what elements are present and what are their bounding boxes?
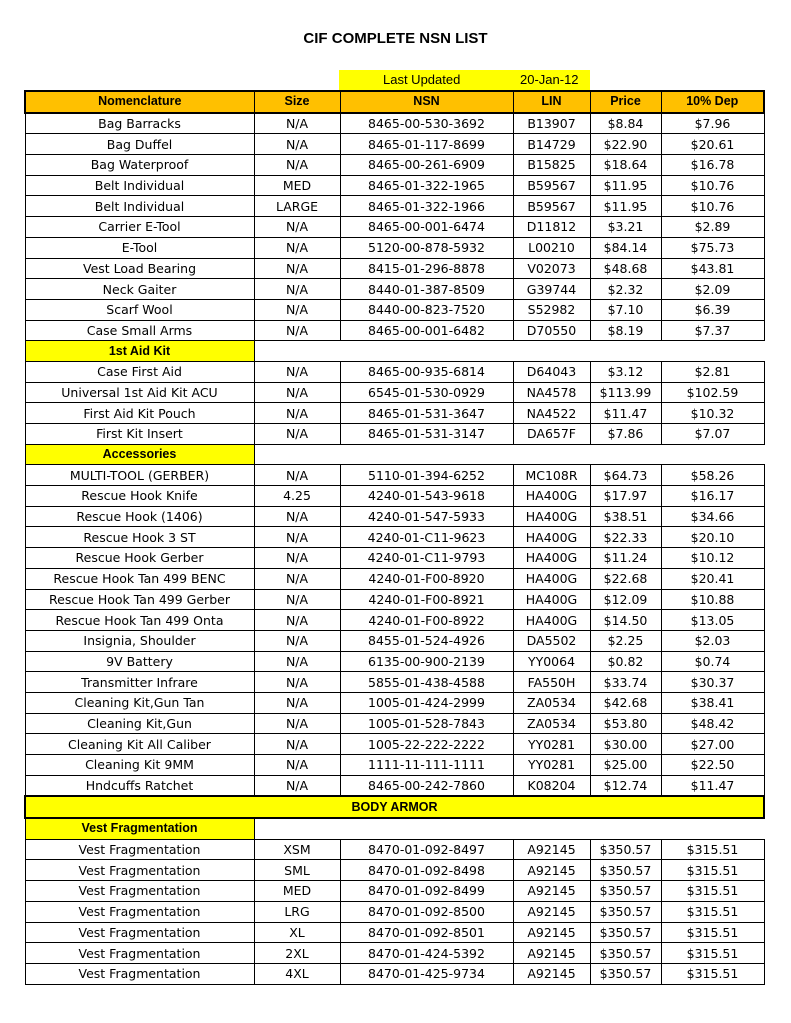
cell-nsn: 8465-00-530-3692	[340, 113, 513, 134]
table-row	[25, 755, 764, 776]
table-row	[25, 963, 764, 984]
cell-price: $7.86	[590, 424, 661, 445]
table-row	[25, 134, 764, 155]
cell-lin: HA400G	[513, 527, 590, 548]
cell-nsn: 5120-00-878-5932	[340, 237, 513, 258]
cell-nomenclature: Cleaning Kit 9MM	[25, 755, 254, 776]
cell-nomenclature: Vest Fragmentation	[25, 922, 254, 943]
cell-lin: A92145	[513, 943, 590, 964]
cell-depreciated-price: $0.74	[661, 651, 764, 672]
cell-nomenclature: Vest Fragmentation	[25, 881, 254, 902]
cell-size: N/A	[254, 755, 340, 776]
cell-depreciated-price: $27.00	[661, 734, 764, 755]
table-row	[25, 943, 764, 964]
cell-nomenclature: 9V Battery	[25, 651, 254, 672]
cell-price: $350.57	[590, 881, 661, 902]
cell-nsn: 4240-01-F00-8922	[340, 610, 513, 631]
nsn-table	[24, 90, 765, 985]
cell-price: $8.84	[590, 113, 661, 134]
column-header-lin: LIN	[513, 91, 590, 113]
cell-size: N/A	[254, 237, 340, 258]
cell-depreciated-price: $6.39	[661, 299, 764, 320]
cell-depreciated-price: $315.51	[661, 963, 764, 984]
cell-price: $3.12	[590, 361, 661, 382]
cell-lin: HA400G	[513, 589, 590, 610]
cell-nsn: 8465-01-117-8699	[340, 134, 513, 155]
table-row	[25, 196, 764, 217]
cell-price: $12.74	[590, 775, 661, 796]
cell-price: $350.57	[590, 943, 661, 964]
cell-size: N/A	[254, 651, 340, 672]
cell-depreciated-price: $315.51	[661, 943, 764, 964]
cell-depreciated-price: $20.61	[661, 134, 764, 155]
cell-lin: HA400G	[513, 568, 590, 589]
cell-nsn: 8465-00-001-6482	[340, 320, 513, 341]
cell-size: N/A	[254, 279, 340, 300]
cell-price: $7.10	[590, 299, 661, 320]
table-row	[25, 672, 764, 693]
cell-nomenclature: MULTI-TOOL (GERBER)	[25, 465, 254, 486]
cell-nomenclature: E-Tool	[25, 237, 254, 258]
cell-nomenclature: Carrier E-Tool	[25, 217, 254, 238]
cell-nomenclature: Transmitter Infrare	[25, 672, 254, 693]
cell-size: N/A	[254, 424, 340, 445]
table-row	[25, 651, 764, 672]
cell-size: N/A	[254, 734, 340, 755]
cell-lin: A92145	[513, 901, 590, 922]
table-row	[25, 506, 764, 527]
cell-nsn: 8465-01-322-1966	[340, 196, 513, 217]
cell-depreciated-price: $7.96	[661, 113, 764, 134]
cell-depreciated-price: $315.51	[661, 922, 764, 943]
cell-nomenclature: Vest Load Bearing	[25, 258, 254, 279]
cell-nomenclature: Vest Fragmentation	[25, 943, 254, 964]
cell-depreciated-price: $20.41	[661, 568, 764, 589]
cell-size: N/A	[254, 465, 340, 486]
last-updated-date: 20-Jan-12	[520, 72, 579, 87]
cell-price: $350.57	[590, 860, 661, 881]
cell-price: $53.80	[590, 713, 661, 734]
cell-depreciated-price: $315.51	[661, 839, 764, 860]
cell-nomenclature: Rescue Hook (1406)	[25, 506, 254, 527]
cell-price: $12.09	[590, 589, 661, 610]
cell-nsn: 8470-01-092-8497	[340, 839, 513, 860]
cell-size: N/A	[254, 361, 340, 382]
cell-price: $0.82	[590, 651, 661, 672]
cell-size: LARGE	[254, 196, 340, 217]
cell-price: $14.50	[590, 610, 661, 631]
cell-nomenclature: Case Small Arms	[25, 320, 254, 341]
cell-nomenclature: Bag Barracks	[25, 113, 254, 134]
cell-depreciated-price: $10.88	[661, 589, 764, 610]
table-row	[25, 775, 764, 796]
cell-nomenclature: Belt Individual	[25, 196, 254, 217]
cell-nsn: 5855-01-438-4588	[340, 672, 513, 693]
cell-price: $22.68	[590, 568, 661, 589]
cell-size: N/A	[254, 506, 340, 527]
cell-lin: K08204	[513, 775, 590, 796]
cell-depreciated-price: $102.59	[661, 382, 764, 403]
cell-lin: L00210	[513, 237, 590, 258]
column-header-size: Size	[254, 91, 340, 113]
cell-size: N/A	[254, 217, 340, 238]
cell-lin: A92145	[513, 922, 590, 943]
cell-nomenclature: Insignia, Shoulder	[25, 630, 254, 651]
table-row	[25, 527, 764, 548]
cell-price: $84.14	[590, 237, 661, 258]
last-updated-label: Last Updated	[383, 72, 461, 87]
cell-lin: YY0064	[513, 651, 590, 672]
cell-depreciated-price: $10.76	[661, 175, 764, 196]
table-row	[25, 692, 764, 713]
cell-depreciated-price: $315.51	[661, 860, 764, 881]
table-row	[25, 258, 764, 279]
cell-size: N/A	[254, 403, 340, 424]
cell-size: LRG	[254, 901, 340, 922]
cell-lin: NA4522	[513, 403, 590, 424]
column-header-nsn: NSN	[340, 91, 513, 113]
category-banner: BODY ARMOR	[25, 796, 764, 818]
cell-depreciated-price: $34.66	[661, 506, 764, 527]
cell-nsn: 8470-01-092-8498	[340, 860, 513, 881]
cell-depreciated-price: $2.09	[661, 279, 764, 300]
table-row	[25, 734, 764, 755]
cell-depreciated-price: $13.05	[661, 610, 764, 631]
cell-size: N/A	[254, 320, 340, 341]
cell-size: N/A	[254, 713, 340, 734]
cell-lin: YY0281	[513, 755, 590, 776]
cell-price: $48.68	[590, 258, 661, 279]
cell-nomenclature: Rescue Hook Tan 499 Gerber	[25, 589, 254, 610]
cell-lin: YY0281	[513, 734, 590, 755]
table-body	[25, 113, 764, 984]
cell-nomenclature: Bag Waterproof	[25, 155, 254, 176]
cell-size: N/A	[254, 775, 340, 796]
cell-price: $22.90	[590, 134, 661, 155]
cell-size: XSM	[254, 839, 340, 860]
cell-nsn: 1005-22-222-2222	[340, 734, 513, 755]
cell-size: N/A	[254, 155, 340, 176]
cell-lin: MC108R	[513, 465, 590, 486]
cell-nsn: 8465-00-001-6474	[340, 217, 513, 238]
cell-lin: HA400G	[513, 610, 590, 631]
table-row	[25, 175, 764, 196]
cell-lin: HA400G	[513, 506, 590, 527]
cell-size: N/A	[254, 299, 340, 320]
cell-depreciated-price: $22.50	[661, 755, 764, 776]
cell-price: $3.21	[590, 217, 661, 238]
cell-depreciated-price: $7.07	[661, 424, 764, 445]
cell-lin: A92145	[513, 860, 590, 881]
table-header-row	[25, 91, 764, 113]
cell-nsn: 4240-01-F00-8921	[340, 589, 513, 610]
cell-lin: A92145	[513, 963, 590, 984]
table-row	[25, 548, 764, 569]
cell-nsn: 8455-01-524-4926	[340, 630, 513, 651]
cell-nomenclature: Vest Fragmentation	[25, 860, 254, 881]
section-label: 1st Aid Kit	[25, 341, 254, 362]
table-row	[25, 630, 764, 651]
cell-depreciated-price: $16.78	[661, 155, 764, 176]
cell-nsn: 8470-01-092-8499	[340, 881, 513, 902]
cell-nomenclature: Vest Fragmentation	[25, 901, 254, 922]
cell-size: N/A	[254, 548, 340, 569]
cell-nsn: 8470-01-092-8501	[340, 922, 513, 943]
table-row	[25, 901, 764, 922]
cell-price: $18.64	[590, 155, 661, 176]
cell-lin: D11812	[513, 217, 590, 238]
cell-lin: ZA0534	[513, 713, 590, 734]
cell-depreciated-price: $58.26	[661, 465, 764, 486]
table-row	[25, 589, 764, 610]
cell-price: $350.57	[590, 839, 661, 860]
cell-nomenclature: Universal 1st Aid Kit ACU	[25, 382, 254, 403]
cell-lin: D70550	[513, 320, 590, 341]
cell-lin: HA400G	[513, 548, 590, 569]
cell-size: N/A	[254, 610, 340, 631]
cell-size: N/A	[254, 692, 340, 713]
cell-lin: B13907	[513, 113, 590, 134]
section-header-row	[25, 341, 764, 362]
cell-lin: NA4578	[513, 382, 590, 403]
cell-lin: A92145	[513, 839, 590, 860]
table-row	[25, 839, 764, 860]
cell-price: $350.57	[590, 922, 661, 943]
table-row	[25, 713, 764, 734]
cell-lin: B14729	[513, 134, 590, 155]
cell-nsn: 6545-01-530-0929	[340, 382, 513, 403]
section-spacer	[254, 341, 764, 362]
cell-price: $2.32	[590, 279, 661, 300]
cell-nomenclature: Rescue Hook Gerber	[25, 548, 254, 569]
column-header-price: Price	[590, 91, 661, 113]
cell-depreciated-price: $75.73	[661, 237, 764, 258]
table-row	[25, 922, 764, 943]
cell-lin: S52982	[513, 299, 590, 320]
cell-nsn: 8415-01-296-8878	[340, 258, 513, 279]
cell-depreciated-price: $10.12	[661, 548, 764, 569]
cell-nomenclature: First Aid Kit Pouch	[25, 403, 254, 424]
cell-nomenclature: Case First Aid	[25, 361, 254, 382]
section-label: Vest Fragmentation	[25, 818, 254, 839]
cell-depreciated-price: $7.37	[661, 320, 764, 341]
cell-nomenclature: Cleaning Kit,Gun	[25, 713, 254, 734]
cell-lin: G39744	[513, 279, 590, 300]
cell-nsn: 8470-01-092-8500	[340, 901, 513, 922]
table-row	[25, 237, 764, 258]
section-spacer	[254, 444, 764, 465]
table-row	[25, 361, 764, 382]
cell-size: N/A	[254, 630, 340, 651]
cell-nsn: 4240-01-C11-9623	[340, 527, 513, 548]
cell-price: $350.57	[590, 901, 661, 922]
cell-depreciated-price: $2.81	[661, 361, 764, 382]
cell-price: $11.95	[590, 196, 661, 217]
cell-nsn: 8470-01-425-9734	[340, 963, 513, 984]
cell-depreciated-price: $48.42	[661, 713, 764, 734]
cell-lin: DA657F	[513, 424, 590, 445]
cell-price: $350.57	[590, 963, 661, 984]
cell-nomenclature: First Kit Insert	[25, 424, 254, 445]
section-header-row	[25, 444, 764, 465]
cell-nomenclature: Rescue Hook Tan 499 BENC	[25, 568, 254, 589]
column-header-nomenclature: Nomenclature	[25, 91, 254, 113]
cell-price: $2.25	[590, 630, 661, 651]
cell-price: $25.00	[590, 755, 661, 776]
cell-depreciated-price: $315.51	[661, 901, 764, 922]
cell-size: XL	[254, 922, 340, 943]
cell-nsn: 4240-01-543-9618	[340, 486, 513, 507]
cell-depreciated-price: $315.51	[661, 881, 764, 902]
cell-nsn: 5110-01-394-6252	[340, 465, 513, 486]
cell-price: $113.99	[590, 382, 661, 403]
cell-nomenclature: Scarf Wool	[25, 299, 254, 320]
table-row	[25, 382, 764, 403]
cell-depreciated-price: $38.41	[661, 692, 764, 713]
table-row	[25, 320, 764, 341]
cell-size: N/A	[254, 382, 340, 403]
cell-size: N/A	[254, 113, 340, 134]
cell-nomenclature: Rescue Hook 3 ST	[25, 527, 254, 548]
cell-lin: B15825	[513, 155, 590, 176]
cell-size: 2XL	[254, 943, 340, 964]
cell-lin: A92145	[513, 881, 590, 902]
table-row	[25, 881, 764, 902]
table-row	[25, 299, 764, 320]
cell-nsn: 4240-01-547-5933	[340, 506, 513, 527]
cell-size: N/A	[254, 527, 340, 548]
cell-lin: HA400G	[513, 486, 590, 507]
table-row	[25, 155, 764, 176]
section-label: Accessories	[25, 444, 254, 465]
cell-nomenclature: Bag Duffel	[25, 134, 254, 155]
cell-nsn: 8465-00-242-7860	[340, 775, 513, 796]
cell-nsn: 8465-00-935-6814	[340, 361, 513, 382]
table-row	[25, 610, 764, 631]
cell-nsn: 1111-11-111-1111	[340, 755, 513, 776]
cell-size: N/A	[254, 134, 340, 155]
cell-depreciated-price: $30.37	[661, 672, 764, 693]
cell-depreciated-price: $2.89	[661, 217, 764, 238]
table-row	[25, 568, 764, 589]
cell-size: N/A	[254, 258, 340, 279]
cell-nomenclature: Hndcuffs Ratchet	[25, 775, 254, 796]
cell-size: 4XL	[254, 963, 340, 984]
cell-nsn: 4240-01-C11-9793	[340, 548, 513, 569]
section-spacer	[254, 818, 764, 839]
section-header-row	[25, 818, 764, 839]
cell-nomenclature: Cleaning Kit,Gun Tan	[25, 692, 254, 713]
table-row	[25, 486, 764, 507]
cell-nomenclature: Rescue Hook Tan 499 Onta	[25, 610, 254, 631]
cell-price: $64.73	[590, 465, 661, 486]
cell-depreciated-price: $11.47	[661, 775, 764, 796]
cell-nsn: 1005-01-424-2999	[340, 692, 513, 713]
cell-lin: ZA0534	[513, 692, 590, 713]
cell-price: $11.24	[590, 548, 661, 569]
cell-price: $11.47	[590, 403, 661, 424]
cell-size: SML	[254, 860, 340, 881]
page-title: CIF COMPLETE NSN LIST	[303, 30, 488, 47]
cell-price: $42.68	[590, 692, 661, 713]
table-row	[25, 860, 764, 881]
cell-lin: V02073	[513, 258, 590, 279]
cell-depreciated-price: $20.10	[661, 527, 764, 548]
cell-nsn: 8440-00-823-7520	[340, 299, 513, 320]
cell-price: $33.74	[590, 672, 661, 693]
cell-lin: FA550H	[513, 672, 590, 693]
cell-price: $17.97	[590, 486, 661, 507]
cell-nomenclature: Neck Gaiter	[25, 279, 254, 300]
cell-price: $30.00	[590, 734, 661, 755]
cell-depreciated-price: $16.17	[661, 486, 764, 507]
cell-nsn: 8440-01-387-8509	[340, 279, 513, 300]
cell-size: N/A	[254, 589, 340, 610]
cell-nsn: 8465-01-322-1965	[340, 175, 513, 196]
cell-size: N/A	[254, 568, 340, 589]
cell-depreciated-price: $10.32	[661, 403, 764, 424]
table-row	[25, 217, 764, 238]
cell-price: $8.19	[590, 320, 661, 341]
table-row	[25, 113, 764, 134]
cell-lin: DA5502	[513, 630, 590, 651]
cell-nomenclature: Cleaning Kit All Caliber	[25, 734, 254, 755]
cell-depreciated-price: $43.81	[661, 258, 764, 279]
cell-nsn: 1005-01-528-7843	[340, 713, 513, 734]
cell-nsn: 6135-00-900-2139	[340, 651, 513, 672]
cell-nomenclature: Vest Fragmentation	[25, 963, 254, 984]
cell-size: 4.25	[254, 486, 340, 507]
cell-price: $38.51	[590, 506, 661, 527]
cell-size: N/A	[254, 672, 340, 693]
cell-nsn: 8470-01-424-5392	[340, 943, 513, 964]
category-banner-row	[25, 796, 764, 818]
cell-size: MED	[254, 175, 340, 196]
table-row	[25, 424, 764, 445]
cell-nomenclature: Vest Fragmentation	[25, 839, 254, 860]
cell-lin: B59567	[513, 196, 590, 217]
cell-nomenclature: Rescue Hook Knife	[25, 486, 254, 507]
table-row	[25, 279, 764, 300]
table-row	[25, 403, 764, 424]
cell-nsn: 4240-01-F00-8920	[340, 568, 513, 589]
cell-size: MED	[254, 881, 340, 902]
cell-nomenclature: Belt Individual	[25, 175, 254, 196]
last-updated-bar	[339, 70, 590, 90]
cell-price: $11.95	[590, 175, 661, 196]
cell-lin: B59567	[513, 175, 590, 196]
cell-depreciated-price: $2.03	[661, 630, 764, 651]
cell-price: $22.33	[590, 527, 661, 548]
cell-depreciated-price: $10.76	[661, 196, 764, 217]
column-header-depreciated-price: 10% Dep	[661, 91, 764, 113]
cell-lin: D64043	[513, 361, 590, 382]
table-row	[25, 465, 764, 486]
cell-nsn: 8465-01-531-3647	[340, 403, 513, 424]
cell-nsn: 8465-01-531-3147	[340, 424, 513, 445]
cell-nsn: 8465-00-261-6909	[340, 155, 513, 176]
